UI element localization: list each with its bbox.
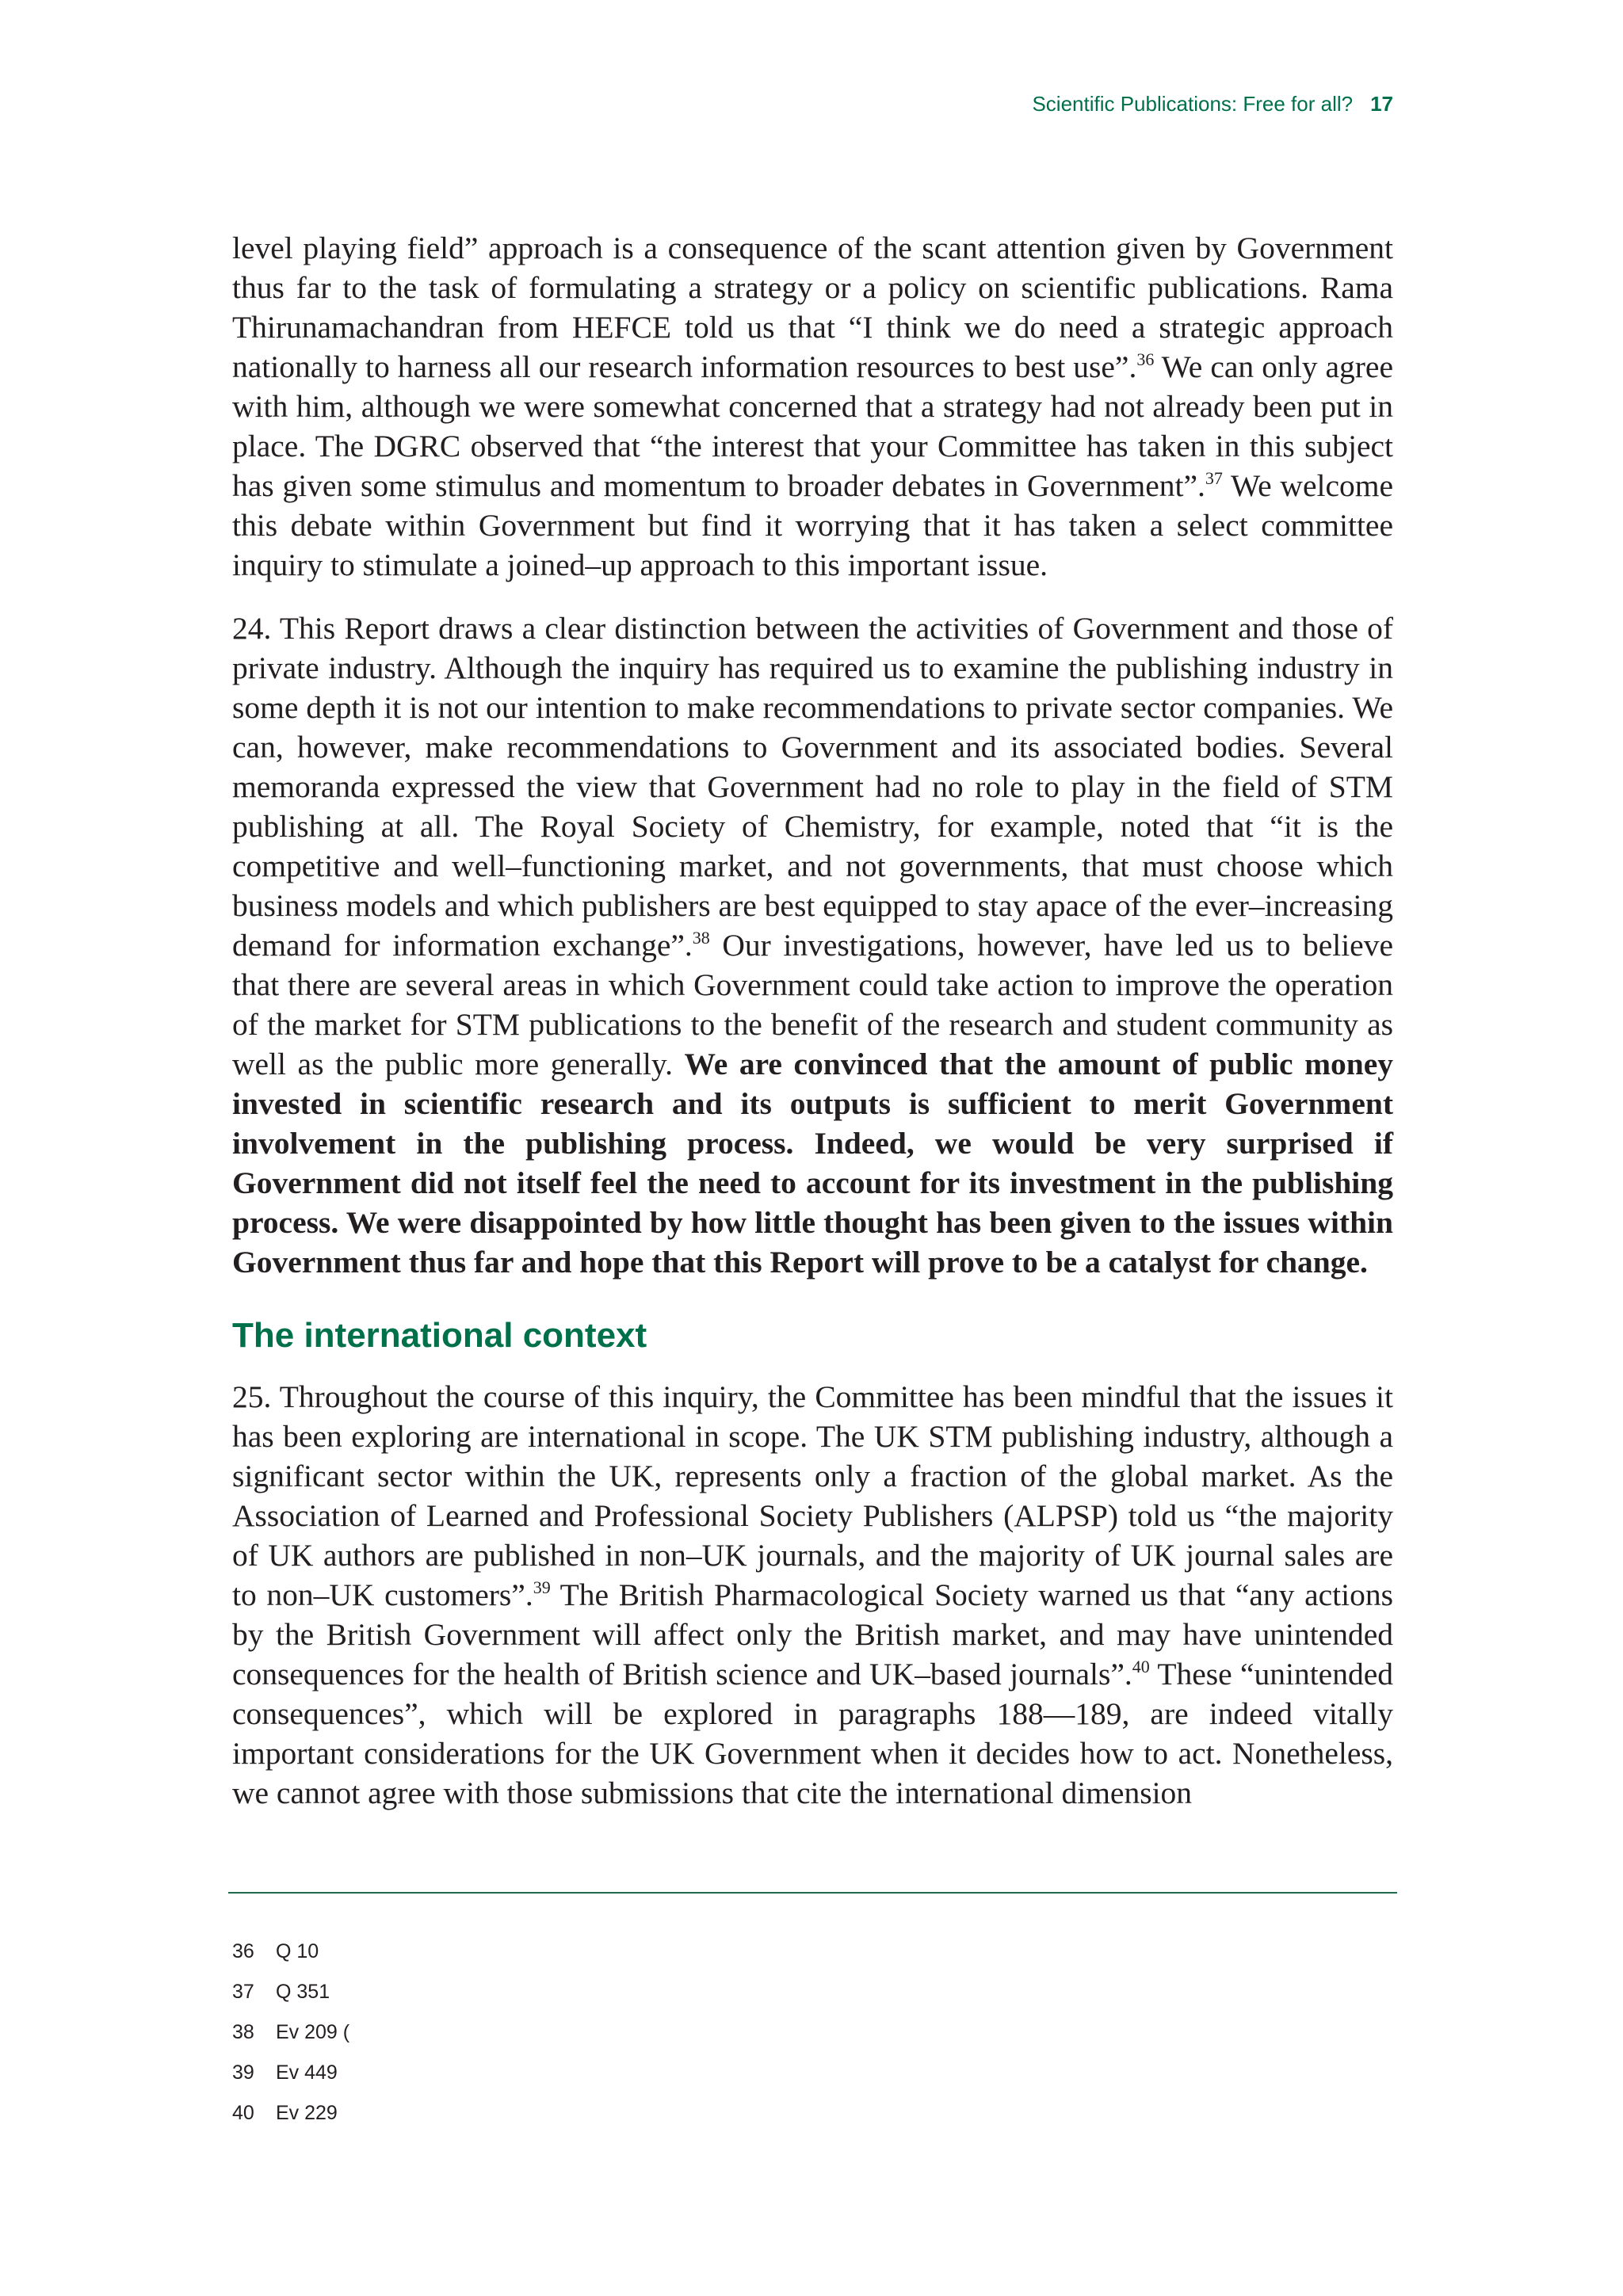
footnote-ref-36: 36 (1136, 349, 1155, 369)
footnote-number: 37 (232, 1981, 254, 2003)
paragraph-text: Our investigations, however, have led us to believe that there are several areas in which Government could take action to improve the operation of the market for STM publications to the benefit of the research and student community as well as the public more generally. (232, 928, 1393, 1081)
footnote-divider (228, 1892, 1397, 1894)
footnote-number: 40 (232, 2102, 254, 2124)
main-content (232, 228, 1393, 1836)
footnote (232, 2093, 349, 2134)
footnote-ref-39: 39 (533, 1577, 551, 1597)
footnote (232, 2053, 349, 2093)
paragraph-24 (232, 608, 1393, 1282)
footnote (232, 1932, 349, 1972)
footnote-number: 36 (232, 1940, 254, 1962)
report-title: Scientific Publications: Free for all? (1032, 92, 1354, 116)
paragraph-23-continued (232, 228, 1393, 585)
footnote-number: 38 (232, 2021, 254, 2043)
paragraph-text: We can only agree with him, although we were somewhat concerned that a strategy had not already been put in place. The DGRC observed that “the interest that your Committee has taken in this subject has given some stimulus and momentum to broader debates in Government”. (232, 349, 1393, 503)
footnote-text: Q 10 (276, 1940, 319, 1962)
page-number: 17 (1370, 92, 1393, 116)
footnote-ref-38: 38 (692, 928, 710, 948)
footnote-ref-40: 40 (1132, 1657, 1150, 1676)
paragraph-text: 24. This Report draws a clear distinction between the activities of Government and those of private industry. Although the inquiry has required us to examine the publishing industry in some depth it is not our intention to make recommendations to private sector companies. We can, however, make recommendations to Government and its associated bodies. Several memoranda expressed the view that Government had no role to play in the field of STM publishing at all. The Royal Society of Chemistry, for example, noted that “it is the competitive and well–functioning market, and not governments, that must choose which business models and which publishers are best equipped to stay apace of the ever–increasing demand for information exchange”. (232, 611, 1393, 963)
footnotes (232, 1932, 349, 2134)
footnote-text: Ev 449 (276, 2061, 338, 2084)
section-heading: The international context (232, 1316, 647, 1355)
paragraph-text: The British Pharmacological Society warned us that “any actions by the British Government will affect only the British market, and may have unintended consequences for the health of British science and UK–based journals”. (232, 1577, 1393, 1691)
footnote-text: Ev 209 ( (276, 2021, 350, 2043)
paragraph-text: 25. Throughout the course of this inquiry, the Committee has been mindful that the issues it has been exploring are international in scope. The UK STM publishing industry, although a significant sector within the UK, represents only a fraction of the global market. As the Association of Learned and Professional Society Publishers (ALPSP) told us “the majority of UK authors are published in non–UK journals, and the majority of UK journal sales are to non–UK customers”. (232, 1379, 1393, 1612)
footnote (232, 1972, 349, 2012)
paragraph-text: We welcome this debate within Government but find it worrying that it has taken a select committee inquiry to stimulate a joined–up approach to this important issue. (232, 468, 1393, 582)
footnote-number: 39 (232, 2061, 254, 2084)
footnote-text: Q 351 (276, 1981, 330, 2003)
paragraph-25 (232, 1377, 1393, 1813)
footnote (232, 2012, 349, 2053)
footnote-text: Ev 229 (276, 2102, 338, 2124)
paragraph-text: These “unintended consequences”, which will be explored in paragraphs 188—189, are indeed vitally important considerations for the UK Government when it decides how to act. Nonetheless, we cannot agree with those submissions that cite the international dimension (232, 1657, 1393, 1810)
footnote-ref-37: 37 (1205, 468, 1223, 488)
paragraph-text: level playing field” approach is a consequence of the scant attention given by Government thus far to the task of formulating a strategy or a policy on scientific publications. Rama Thirunamachandran from HEFCE told us that “I think we do need a strategic approach nationally to harness all our research information resources to best use”. (232, 231, 1393, 384)
running-header (1032, 92, 1393, 116)
recommendation-bold-text: We are convinced that the amount of public money invested in scientific research and its outputs is sufficient to merit Government involvement in the publishing process. Indeed, we would be very surprised if Government did not itself feel the need to account for its investment in the publishing process. We were disappointed by how little thought has been given to the issues within Government thus far and hope that this Report will prove to be a catalyst for change. (232, 1047, 1393, 1280)
